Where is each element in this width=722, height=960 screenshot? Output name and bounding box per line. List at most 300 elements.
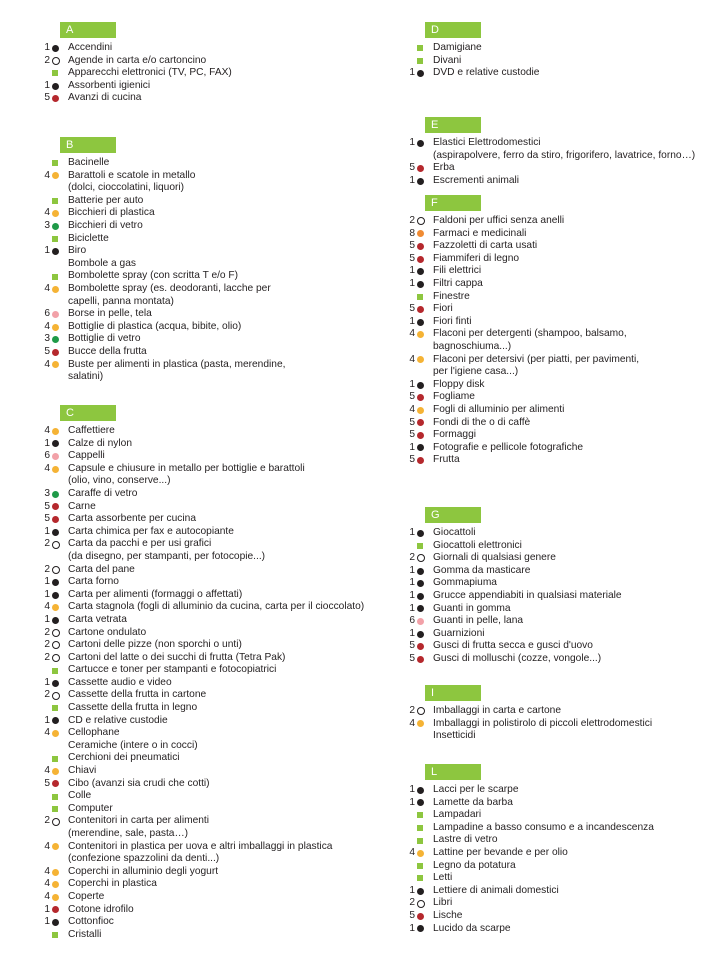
list-item — [40, 488, 364, 501]
item-label: Cassette della frutta in legno — [68, 702, 198, 714]
bin-number: 1 — [409, 174, 415, 186]
bin-number: 4 — [44, 601, 50, 613]
bin-color-icon — [417, 354, 426, 367]
bin-color-icon — [52, 258, 61, 271]
section-header: C — [60, 405, 116, 421]
item-label: Cartone ondulato — [68, 626, 147, 638]
section-header: B — [60, 137, 116, 153]
item-label: Fiammiferi di legno — [433, 252, 520, 264]
bin-color-icon — [52, 601, 61, 614]
list-item — [405, 822, 654, 835]
bin-number: 1 — [409, 602, 415, 614]
item-label: Bottiglie di vetro — [68, 333, 141, 345]
item-label: Bicchieri di plastica — [68, 207, 155, 219]
bin-number: 1 — [409, 564, 415, 576]
list-item — [40, 346, 285, 359]
bin-number: 6 — [44, 450, 50, 462]
list-item — [40, 438, 364, 451]
bin-number: 2 — [44, 54, 50, 66]
section-c — [40, 405, 364, 941]
bin-color-icon — [417, 577, 426, 590]
bin-number: 1 — [409, 589, 415, 601]
bin-number: 1 — [409, 884, 415, 896]
bin-color-icon — [52, 526, 61, 539]
list-item — [405, 417, 639, 430]
list-item — [405, 215, 639, 228]
bin-color-icon — [417, 417, 426, 430]
bin-number: 3 — [44, 219, 50, 231]
item-label: Letti — [433, 872, 453, 884]
list-item — [40, 689, 364, 702]
bin-color-icon — [417, 228, 426, 241]
bin-color-icon — [52, 425, 61, 438]
list-item — [405, 590, 622, 603]
section-i — [405, 685, 652, 743]
bin-color-icon — [52, 488, 61, 501]
bin-color-icon — [52, 677, 61, 690]
bin-color-icon — [52, 589, 61, 602]
item-label: Colle — [68, 790, 92, 802]
bin-number: 2 — [409, 552, 415, 564]
bin-color-icon — [52, 501, 61, 514]
bin-number: 1 — [44, 576, 50, 588]
bin-number: 3 — [44, 487, 50, 499]
item-label: Fiori finti — [433, 315, 472, 327]
list-item — [40, 778, 364, 791]
bin-color-icon — [417, 442, 426, 455]
list-item — [40, 752, 364, 765]
bin-number: 1 — [409, 922, 415, 934]
bin-number: 2 — [44, 651, 50, 663]
list-item — [405, 603, 622, 616]
bin-color-icon — [52, 270, 61, 283]
bin-color-icon — [417, 527, 426, 540]
item-label: Bacinelle — [68, 157, 110, 168]
bin-number: 6 — [44, 308, 50, 320]
item-label: Cerchioni dei pneumatici — [68, 752, 180, 764]
item-label: Lastre di vetro — [433, 834, 498, 846]
list-item — [40, 727, 364, 740]
list-item — [405, 379, 639, 392]
bin-color-icon — [417, 265, 426, 278]
item-label: Coperchi in plastica — [68, 878, 157, 890]
list-item — [40, 916, 364, 929]
item-label: Batterie per auto — [68, 194, 144, 206]
bin-number: 5 — [44, 777, 50, 789]
bin-number: 5 — [44, 500, 50, 512]
bin-color-icon — [52, 55, 61, 68]
list-item — [405, 705, 652, 718]
bin-color-icon — [52, 815, 61, 828]
item-label: Guanti in gomma — [433, 602, 511, 614]
list-item — [40, 308, 285, 321]
list-item — [405, 628, 622, 641]
section-l — [405, 764, 654, 935]
bin-color-icon — [52, 727, 61, 740]
bin-number: 1 — [409, 784, 415, 795]
bin-color-icon — [52, 916, 61, 929]
item-label: Guanti in pelle, lana — [433, 615, 524, 627]
list-item — [40, 270, 285, 283]
list-item — [40, 526, 364, 539]
bin-color-icon — [417, 391, 426, 404]
item-label: Coperte — [68, 890, 105, 902]
bin-color-icon — [417, 603, 426, 616]
bin-number: 4 — [44, 320, 50, 332]
section-header: L — [425, 764, 481, 780]
list-item — [40, 841, 364, 866]
item-label: Imballaggi in polistirolo di piccoli elettrodomestici Insetticidi — [433, 717, 653, 742]
bin-color-icon — [417, 923, 426, 936]
bin-color-icon — [417, 872, 426, 885]
list-item — [40, 157, 285, 170]
list-item — [40, 245, 285, 258]
item-label: Floppy disk — [433, 378, 485, 390]
item-label: Frutta — [433, 454, 460, 466]
list-item — [405, 653, 622, 666]
item-label: Assorbenti igienici — [68, 79, 151, 91]
list-item — [405, 55, 539, 68]
item-label: Cassette audio e video — [68, 676, 172, 688]
item-label: Apparecchi elettronici (TV, PC, FAX) — [68, 67, 232, 79]
item-label: Lampadine a basso consumo e a incandescenza — [433, 821, 654, 833]
list-item — [405, 910, 654, 923]
list-item — [40, 283, 285, 308]
list-item — [40, 904, 364, 917]
bin-color-icon — [52, 450, 61, 463]
list-item — [405, 552, 622, 565]
bin-color-icon — [417, 910, 426, 923]
item-label: Carta chimica per fax e autocopiante — [68, 525, 234, 537]
item-label: Grucce appendiabiti in qualsiasi materiale — [433, 589, 622, 601]
item-label: Accendini — [68, 42, 113, 53]
list-item — [40, 170, 285, 195]
bin-color-icon — [52, 463, 61, 476]
bin-number: 4 — [44, 207, 50, 219]
list-item — [405, 278, 639, 291]
list-item — [405, 872, 654, 885]
bin-number: 5 — [409, 252, 415, 264]
item-label: Cartucce e toner per stampanti e fotocopiatrici — [68, 664, 277, 676]
bin-number: 2 — [44, 626, 50, 638]
list-item — [40, 929, 364, 942]
bin-color-icon — [417, 67, 426, 80]
list-item — [40, 233, 285, 246]
bin-number: 4 — [44, 169, 50, 181]
bin-color-icon — [52, 321, 61, 334]
bin-number: 2 — [44, 689, 50, 701]
bin-number: 5 — [409, 240, 415, 252]
list-item — [40, 891, 364, 904]
item-label: Gommapiuma — [433, 577, 497, 589]
bin-color-icon — [52, 652, 61, 665]
list-item — [405, 303, 639, 316]
bin-number: 5 — [409, 391, 415, 403]
item-label: Carta da pacchi e per usi grafici (da disegno, per stampanti, per fotocopie...) — [68, 538, 266, 562]
item-label: Avanzi di cucina — [68, 92, 142, 104]
section-header: D — [425, 22, 481, 38]
bin-number: 5 — [409, 416, 415, 428]
item-label: Gusci di frutta secca e gusci d'uovo — [433, 640, 593, 652]
bin-number: 1 — [409, 378, 415, 390]
bin-color-icon — [52, 702, 61, 715]
item-label: Lampadari — [433, 809, 482, 821]
list-item — [405, 565, 622, 578]
item-label: Biciclette — [68, 232, 109, 244]
bin-number: 2 — [409, 705, 415, 716]
item-label: Lattine per bevande e per olio — [433, 846, 568, 858]
item-label: Chiavi — [68, 765, 97, 777]
list-item — [40, 55, 232, 68]
list-item — [40, 513, 364, 526]
bin-color-icon — [52, 929, 61, 942]
list-item — [405, 265, 639, 278]
list-item — [405, 442, 639, 455]
list-item — [40, 42, 232, 55]
item-label: Giocattoli elettronici — [433, 539, 522, 551]
item-label: Biro — [68, 245, 87, 257]
item-label: Formaggi — [433, 429, 477, 441]
bin-color-icon — [52, 170, 61, 183]
list-item — [40, 195, 285, 208]
bin-color-icon — [417, 797, 426, 810]
section-header: A — [60, 22, 116, 38]
list-item — [405, 429, 639, 442]
item-label: Bombolette spray (es. deodoranti, lacche per capelli, panna montata) — [68, 282, 271, 307]
bin-number: 5 — [44, 92, 50, 104]
bin-color-icon — [52, 42, 61, 55]
bin-number: 8 — [409, 227, 415, 239]
list-item — [40, 639, 364, 652]
bin-number: 1 — [409, 441, 415, 453]
bin-color-icon — [417, 316, 426, 329]
bin-number: 4 — [409, 717, 415, 729]
bin-number: 1 — [44, 245, 50, 257]
bin-color-icon — [52, 790, 61, 803]
list-item — [405, 42, 539, 55]
list-item — [405, 615, 622, 628]
list-item — [405, 923, 654, 936]
bin-number: 1 — [409, 137, 415, 148]
item-label: Giocattoli — [433, 527, 476, 538]
item-label: Finestre — [433, 290, 470, 302]
bin-number: 2 — [44, 639, 50, 651]
item-label: Bombole a gas — [68, 257, 136, 269]
item-label: Carta assorbente per cucina — [68, 513, 196, 525]
bin-number: 4 — [44, 840, 50, 852]
list-item — [40, 589, 364, 602]
list-item — [405, 640, 622, 653]
bin-number: 5 — [44, 513, 50, 525]
section-d — [405, 22, 539, 80]
list-item — [405, 253, 639, 266]
list-item — [405, 291, 639, 304]
item-label: Caraffe di vetro — [68, 487, 138, 499]
item-label: Cibo (avanzi sia crudi che cotti) — [68, 777, 210, 789]
item-label: Cassette della frutta in cartone — [68, 689, 207, 701]
bin-number: 3 — [44, 333, 50, 345]
bin-color-icon — [52, 359, 61, 372]
bin-number: 1 — [44, 79, 50, 91]
list-item — [405, 540, 622, 553]
list-item — [40, 207, 285, 220]
list-item — [40, 92, 232, 105]
bin-color-icon — [417, 718, 426, 731]
bin-number: 1 — [44, 714, 50, 726]
bin-color-icon — [52, 233, 61, 246]
bin-number: 1 — [44, 903, 50, 915]
bin-color-icon — [52, 513, 61, 526]
bin-number: 4 — [409, 846, 415, 858]
bin-number: 1 — [409, 315, 415, 327]
list-item — [40, 538, 364, 563]
item-label: Fazzoletti di carta usati — [433, 240, 538, 252]
section-header: G — [425, 507, 481, 523]
bin-color-icon — [52, 576, 61, 589]
item-label: Cristalli — [68, 928, 102, 940]
list-item — [40, 601, 364, 614]
list-item — [405, 391, 639, 404]
list-item — [405, 175, 695, 188]
bin-number: 1 — [409, 67, 415, 79]
section-f — [405, 195, 639, 467]
item-label: Lettiere di animali domestici — [433, 884, 559, 896]
list-item — [40, 627, 364, 640]
item-label: Carta per alimenti (formaggi o affettati) — [68, 588, 243, 600]
bin-color-icon — [52, 904, 61, 917]
item-label: Cellophane — [68, 727, 120, 739]
bin-color-icon — [52, 283, 61, 296]
list-item — [40, 576, 364, 589]
list-item — [40, 80, 232, 93]
bin-color-icon — [52, 740, 61, 753]
item-label: Faldoni per uffici senza anelli — [433, 215, 565, 226]
item-label: CD e relative custodie — [68, 714, 168, 726]
bin-color-icon — [52, 80, 61, 93]
bin-number: 4 — [44, 425, 50, 436]
item-label: Contenitori in plastica per uova e altri imballaggi in plastica (confezione spazzolini da denti...) — [68, 840, 333, 865]
bin-number: 5 — [409, 640, 415, 652]
item-label: Ceramiche (intere o in cocci) — [68, 739, 198, 751]
list-item — [405, 328, 639, 353]
bin-number: 1 — [44, 613, 50, 625]
bin-color-icon — [52, 157, 61, 170]
bin-number: 5 — [409, 454, 415, 466]
list-item — [40, 765, 364, 778]
bin-color-icon — [52, 627, 61, 640]
bin-number: 5 — [409, 429, 415, 441]
bin-color-icon — [417, 162, 426, 175]
bin-number: 4 — [44, 865, 50, 877]
bin-color-icon — [52, 765, 61, 778]
bin-color-icon — [417, 253, 426, 266]
section-header: E — [425, 117, 481, 133]
list-item — [40, 677, 364, 690]
list-item — [405, 885, 654, 898]
item-label: Fili elettrici — [433, 265, 482, 277]
item-label: Fotografie e pellicole fotografiche — [433, 441, 584, 453]
bin-number: 4 — [44, 727, 50, 739]
bin-number: 2 — [44, 815, 50, 827]
bin-number: 4 — [409, 403, 415, 415]
bin-color-icon — [417, 379, 426, 392]
bin-color-icon — [417, 540, 426, 553]
list-item — [405, 404, 639, 417]
item-label: Cottonfioc — [68, 916, 114, 928]
bin-color-icon — [417, 897, 426, 910]
item-label: Fiori — [433, 303, 453, 315]
bin-color-icon — [52, 878, 61, 891]
list-item — [405, 454, 639, 467]
item-label: Bicchieri di vetro — [68, 219, 143, 231]
bin-color-icon — [52, 67, 61, 80]
list-item — [405, 809, 654, 822]
item-label: Farmaci e medicinali — [433, 227, 527, 239]
bin-color-icon — [417, 784, 426, 797]
list-item — [40, 740, 364, 753]
bin-color-icon — [417, 590, 426, 603]
bin-color-icon — [417, 303, 426, 316]
list-item — [40, 425, 364, 438]
item-label: Carta stagnola (fogli di alluminio da cucina, carta per il cioccolato) — [68, 601, 365, 613]
bin-color-icon — [417, 552, 426, 565]
bin-number: 2 — [409, 215, 415, 226]
list-item — [40, 333, 285, 346]
bin-color-icon — [52, 538, 61, 551]
bin-color-icon — [52, 207, 61, 220]
bin-color-icon — [52, 308, 61, 321]
bin-color-icon — [417, 328, 426, 341]
item-label: Capsule e chiusure in metallo per bottiglie e barattoli (olio, vino, conserve...) — [68, 462, 305, 487]
bin-color-icon — [417, 653, 426, 666]
bin-color-icon — [417, 175, 426, 188]
item-label: Filtri cappa — [433, 277, 483, 289]
list-item — [40, 702, 364, 715]
bin-number: 1 — [44, 42, 50, 53]
item-label: Lische — [433, 909, 463, 921]
bin-number: 1 — [409, 527, 415, 538]
list-item — [40, 803, 364, 816]
list-item — [40, 664, 364, 677]
bin-number: 5 — [409, 303, 415, 315]
bin-color-icon — [417, 705, 426, 718]
section-header: I — [425, 685, 481, 701]
bin-number: 5 — [44, 345, 50, 357]
bin-color-icon — [417, 809, 426, 822]
bin-color-icon — [417, 278, 426, 291]
list-item — [405, 718, 652, 743]
bin-color-icon — [417, 291, 426, 304]
bin-number: 1 — [44, 916, 50, 928]
bin-number: 5 — [409, 652, 415, 664]
bin-color-icon — [52, 891, 61, 904]
bin-number: 5 — [409, 909, 415, 921]
item-label: Elastici Elettrodomestici (aspirapolvere, ferro da stiro, frigorifero, lavatrice, forno…) — [433, 137, 696, 161]
item-label: Lacci per le scarpe — [433, 784, 519, 795]
bin-number: 1 — [44, 588, 50, 600]
bin-color-icon — [52, 564, 61, 577]
list-item — [405, 847, 654, 860]
list-item — [405, 897, 654, 910]
item-label: Flaconi per detergenti (shampoo, balsamo, bagnoschiuma...) — [433, 328, 627, 352]
list-item — [40, 715, 364, 728]
bin-color-icon — [417, 42, 426, 55]
list-item — [40, 359, 285, 384]
list-item — [405, 67, 539, 80]
bin-number: 2 — [44, 563, 50, 575]
item-label: Borse in pelle, tela — [68, 308, 152, 320]
bin-number: 1 — [409, 577, 415, 589]
